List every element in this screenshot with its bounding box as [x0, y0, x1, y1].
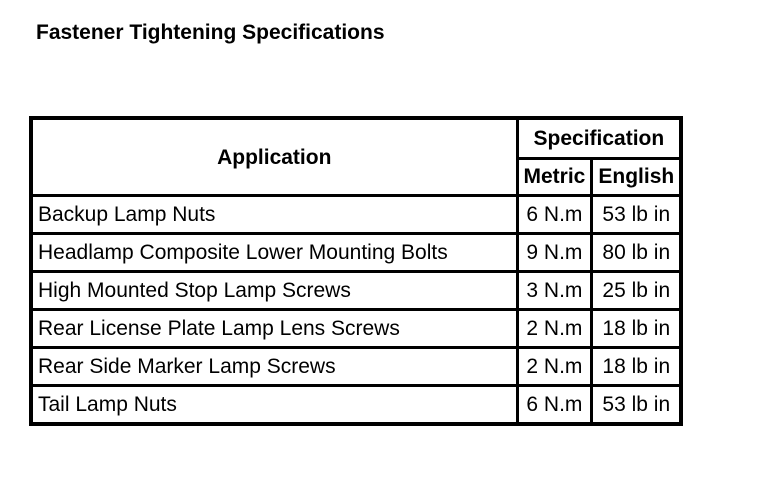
english-cell: 18 lb in — [592, 348, 681, 386]
application-cell: Tail Lamp Nuts — [31, 386, 517, 425]
page-title: Fastener Tightening Specifications — [36, 21, 385, 44]
english-cell: 80 lb in — [592, 234, 681, 272]
header-english: English — [592, 158, 681, 195]
metric-cell: 9 N.m — [517, 234, 592, 272]
metric-cell: 2 N.m — [517, 348, 592, 386]
table-row — [31, 348, 681, 386]
english-cell: 18 lb in — [592, 310, 681, 348]
metric-cell: 2 N.m — [517, 310, 592, 348]
header-application: Application — [31, 118, 517, 196]
english-cell: 25 lb in — [592, 272, 681, 310]
application-cell: High Mounted Stop Lamp Screws — [31, 272, 517, 310]
header-row-top — [31, 118, 681, 158]
english-cell: 53 lb in — [592, 196, 681, 234]
fastener-spec-table — [29, 116, 683, 426]
header-metric: Metric — [517, 158, 592, 195]
metric-cell: 6 N.m — [517, 386, 592, 425]
header-specification: Specification — [517, 118, 681, 158]
table-row — [31, 272, 681, 310]
table-row — [31, 196, 681, 234]
application-cell: Rear Side Marker Lamp Screws — [31, 348, 517, 386]
application-cell: Rear License Plate Lamp Lens Screws — [31, 310, 517, 348]
metric-cell: 6 N.m — [517, 196, 592, 234]
application-cell: Backup Lamp Nuts — [31, 196, 517, 234]
application-cell: Headlamp Composite Lower Mounting Bolts — [31, 234, 517, 272]
english-cell: 53 lb in — [592, 386, 681, 425]
table-row — [31, 234, 681, 272]
table-row — [31, 386, 681, 425]
table-row — [31, 310, 681, 348]
metric-cell: 3 N.m — [517, 272, 592, 310]
